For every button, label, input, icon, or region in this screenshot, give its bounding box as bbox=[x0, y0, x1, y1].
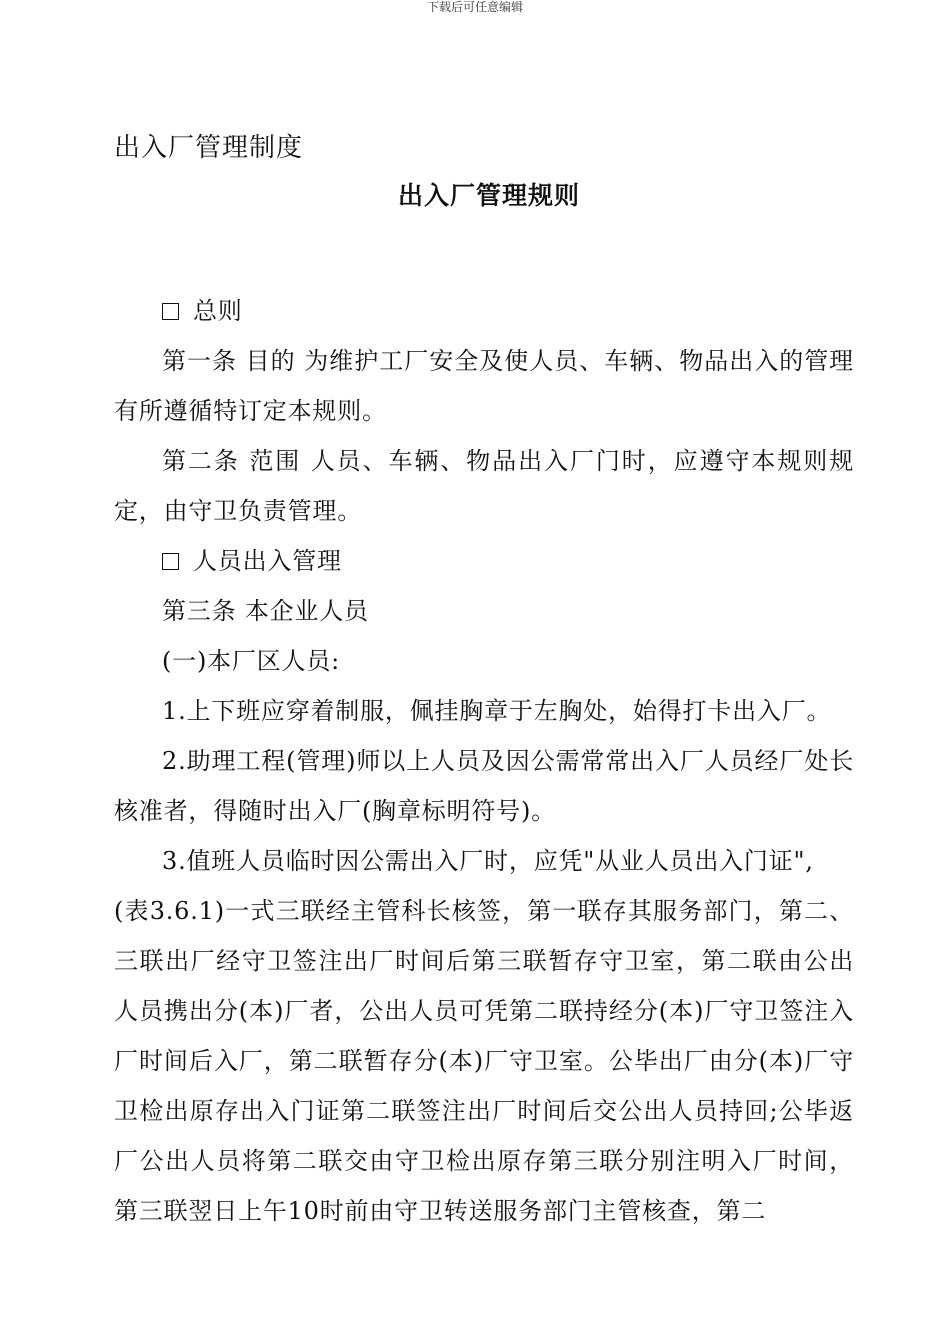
document-page bbox=[114, 128, 854, 1236]
paragraph: 第二条 范围 人员、车辆、物品出入厂门时，应遵守本规则规定，由守卫负责管理。 bbox=[114, 447, 854, 525]
paragraph: 1.上下班应穿着制服，佩挂胸章于左胸处，始得打卡出入厂。 bbox=[162, 697, 832, 725]
document-title: 出入厂管理规则 bbox=[397, 181, 580, 210]
document-body bbox=[114, 286, 854, 1236]
paragraph: 3.值班人员临时因公需出入厂时，应凭"从业人员出入门证", bbox=[162, 847, 814, 875]
paragraph: 2.助理工程(管理)师以上人员及因公需常常出入厂人员经厂处长核准者，得随时出入厂(胸章标明符号)。 bbox=[114, 747, 854, 825]
section-heading: 总则 bbox=[114, 286, 854, 336]
paragraph: 第一条 目的 为维护工厂安全及使人员、车辆、物品出入的管理有所遵循特订定本规则。 bbox=[114, 347, 854, 425]
header-note: 下载后可任意编辑 bbox=[426, 0, 523, 14]
document-heading: 出入厂管理制度 bbox=[114, 133, 304, 163]
checkbox-icon bbox=[162, 553, 179, 570]
paragraph: (一)本厂区人员: bbox=[162, 647, 341, 675]
section-heading: 人员出入管理 bbox=[114, 536, 854, 586]
paragraph: 第三条 本企业人员 bbox=[162, 597, 369, 625]
paragraph: (表3.6.1)一式三联经主管科长核签，第一联存其服务部门，第二、三联出厂经守卫签注出厂时间后第三联暂存守卫室，第二联由公出人员携出分(本)厂者，公出人员可凭第二联持经分(本)厂守卫签注入厂时间后入厂，第二联暂存分(本)厂守卫室。公毕出厂由分(本)厂守卫检出原存出入门证第二联签注出厂时间后交公出人员持回;公毕返厂公出人员将第二联交由守卫检出原存第三联分别注明入厂时间，第三联翌日上午10时前由守卫转送服务部门主管核查，第二 bbox=[114, 897, 854, 1225]
checkbox-icon bbox=[162, 303, 179, 320]
